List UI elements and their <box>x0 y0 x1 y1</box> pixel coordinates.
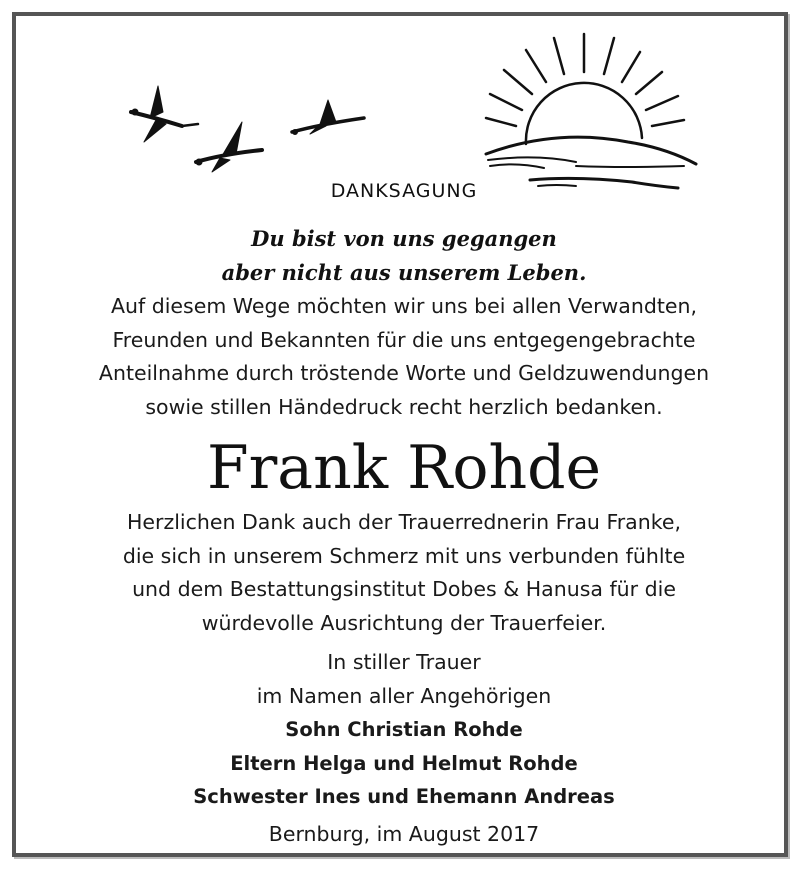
heading: DANKSAGUNG <box>330 180 478 202</box>
birds-illustration <box>131 86 364 172</box>
bird-icon <box>196 122 262 172</box>
bird-icon <box>292 100 364 135</box>
signature-intro: im Namen aller Angehörigen <box>256 683 552 708</box>
deceased-name: Frank Rohde <box>206 433 601 503</box>
thanks-paragraph <box>16 290 792 424</box>
place-date: Bernburg, im August 2017 <box>268 822 540 846</box>
motto-line: aber nicht aus unserem Leben. <box>221 260 587 285</box>
family-member: Eltern Helga und Helmut Rohde <box>230 751 578 775</box>
paragraph-line: Anteilnahme durch tröstende Worte und Geldzuwendungen <box>98 361 710 385</box>
sunset-illustration <box>486 34 696 188</box>
sun-icon <box>486 34 684 144</box>
paragraph-line: die sich in unserem Schmerz mit uns verbunden fühlte <box>122 543 686 568</box>
illustration-area <box>16 16 792 206</box>
paragraph-line: Herzlichen Dank auch der Trauerrednerin Frau Franke, <box>127 510 681 534</box>
bird-icon <box>131 86 198 142</box>
family-member: Schwester Ines und Ehemann Andreas <box>193 785 615 808</box>
paragraph-line: Auf diesem Wege möchten wir uns bei allen Verwandten, <box>110 294 698 318</box>
paragraph-line: und dem Bestattungsinstitut Dobes & Hanusa für die <box>132 577 676 601</box>
additional-thanks-paragraph <box>16 506 792 640</box>
family-member: Sohn Christian Rohde <box>285 718 523 741</box>
notice-frame <box>12 12 788 857</box>
signature-intro: In stiller Trauer <box>327 650 481 674</box>
signature-block <box>16 646 792 814</box>
paragraph-line: würdevolle Ausrichtung der Trauerfeier. <box>201 610 607 635</box>
paragraph-line: sowie stillen Händedruck recht herzlich bedanken. <box>145 394 663 419</box>
paragraph-line: Freunden und Bekannten für die uns entgegengebrachte <box>112 327 696 352</box>
motto-line: Du bist von uns gegangen <box>251 226 557 251</box>
motto <box>16 222 792 290</box>
